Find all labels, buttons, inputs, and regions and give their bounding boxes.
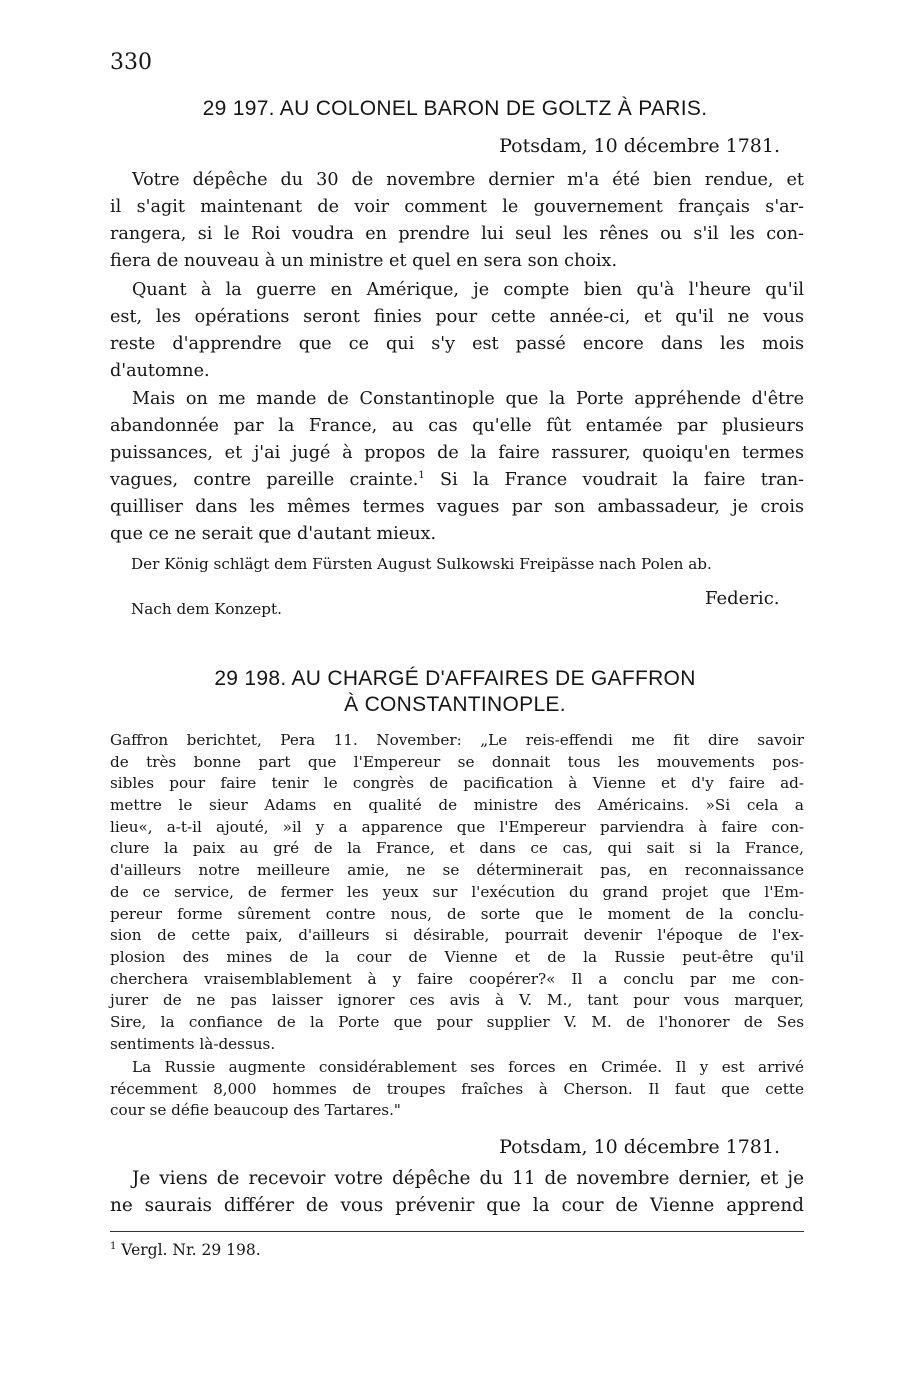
- letter-paragraph: [110, 167, 804, 275]
- letter-heading-continued: À CONSTANTINOPLE.: [344, 693, 566, 716]
- text-line: Je viens de recevoir votre dépêche du 11 de novembre dernier, et je: [132, 1168, 804, 1189]
- text-line: La Russie augmente considérablement ses forces en Crimée. Il y est arrivé: [132, 1058, 804, 1076]
- footnote-divider: [110, 1231, 804, 1232]
- text-line: il s'agit maintenant de voir comment le gouvernement français s'ar-: [110, 197, 804, 217]
- letter-dateline: Potsdam, 10 décembre 1781.: [499, 135, 780, 157]
- letter-paragraph: [110, 1165, 804, 1219]
- footnote-text: Vergl. Nr. 29 198.: [116, 1241, 261, 1259]
- text-line: de très bonne part que l'Empereur se donnait tous les mouvements pos-: [110, 752, 804, 771]
- text-line: puissances, et j'ai jugé à propos de la faire rassurer, quoiqu'en termes: [110, 443, 804, 463]
- letter-paragraph: [110, 277, 804, 385]
- text-line: pereur forme sûrement contre nous, de sorte que le moment de la conclu-: [110, 904, 804, 923]
- text-line: reste d'apprendre que ce qui s'y est passé encore dans les mois: [110, 334, 804, 354]
- source-note: Nach dem Konzept.: [131, 600, 282, 618]
- text-line: [110, 467, 804, 494]
- letter-paragraph: [110, 386, 804, 548]
- text-line: abandonnée par la France, au cas qu'elle fût entamée par plusieurs: [110, 416, 804, 436]
- text-line: Gaffron berichtet, Pera 11. November: „Le reis-effendi me fit dire savoir: [110, 731, 804, 749]
- text-line: récemment 8,000 hommes de troupes fraîches à Cherson. Il faut que cette: [110, 1079, 804, 1098]
- text-fragment: Si la France voudrait la faire tran-: [424, 470, 804, 490]
- text-line: Sire, la confiance de la Porte que pour supplier V. M. de l'honorer de Ses: [110, 1012, 804, 1031]
- report-summary: [110, 730, 804, 1055]
- text-line: fiera de nouveau à un ministre et quel en sera son choix.: [110, 251, 618, 271]
- text-line: Votre dépêche du 30 de novembre dernier m'a été bien rendue, et: [132, 170, 804, 190]
- text-line: clure la paix au gré de la France, et dans ce cas, qui sait si la France,: [110, 839, 804, 858]
- text-line: Mais on me mande de Constantinople que la Porte appréhende d'être: [132, 389, 804, 409]
- text-line: jurer de ne pas laisser ignorer ces avis à V. M., tant pour vous marquer,: [110, 991, 804, 1010]
- text-line: lieu«, a-t-il ajouté, »il y a apparence que l'Empereur parviendra à faire con-: [110, 817, 804, 836]
- text-line: mettre le sieur Adams en qualité de ministre des Américains. »Si cela a: [110, 796, 804, 815]
- letter-heading: 29 197. AU COLONEL BARON DE GOLTZ À PARIS.: [202, 97, 708, 120]
- text-line: Quant à la guerre en Amérique, je compte bien qu'à l'heure qu'il: [132, 280, 804, 300]
- text-line: que ce ne serait que d'autant mieux.: [110, 524, 437, 544]
- text-line: cour se défie beaucoup des Tartares.": [110, 1101, 401, 1120]
- report-summary: [110, 1057, 804, 1122]
- text-line: plosion des mines de la cour de Vienne et de la Russie peut-être qu'il: [110, 947, 804, 966]
- text-line: cherchera vraisemblablement à y faire coopérer?« Il a conclu par me con-: [110, 969, 804, 988]
- text-line: sion de cette paix, d'ailleurs si désirable, pourrait devenir l'époque de l'ex-: [110, 926, 804, 945]
- text-line: rangera, si le Roi voudra en prendre lui seul les rênes ou s'il les con-: [110, 224, 804, 244]
- footnote: [110, 1241, 261, 1259]
- letter-dateline: Potsdam, 10 décembre 1781.: [499, 1136, 780, 1158]
- footnote-reference: 1: [418, 470, 425, 482]
- editorial-note: Der König schlägt dem Fürsten August Sulkowski Freipässe nach Polen ab.: [131, 555, 712, 573]
- text-line: ne saurais différer de vous prévenir que la cour de Vienne apprend: [110, 1195, 804, 1216]
- letter-heading: 29 198. AU CHARGÉ D'AFFAIRES DE GAFFRON: [214, 667, 696, 690]
- page-number: 330: [110, 50, 152, 75]
- text-line: est, les opérations seront finies pour cette année-ci, et qu'il ne vous: [110, 307, 804, 327]
- text-line: de ce service, de fermer les yeux sur l'exécution du grand projet que l'Em-: [110, 882, 804, 901]
- footnote-marker: 1: [110, 1240, 117, 1252]
- text-line: d'ailleurs notre meilleure amie, ne se déterminerait pas, en reconnaissance: [110, 861, 804, 880]
- text-line: sibles pour faire tenir le congrès de pacification à Vienne et d'y faire ad-: [110, 774, 804, 793]
- text-line: d'automne.: [110, 361, 210, 381]
- text-line: quilliser dans les mêmes termes vagues par son ambassadeur, je crois: [110, 497, 804, 517]
- signature: Federic.: [705, 588, 780, 609]
- text-fragment: vagues, contre pareille crainte.: [110, 470, 419, 490]
- text-line: sentiments là-dessus.: [110, 1034, 276, 1053]
